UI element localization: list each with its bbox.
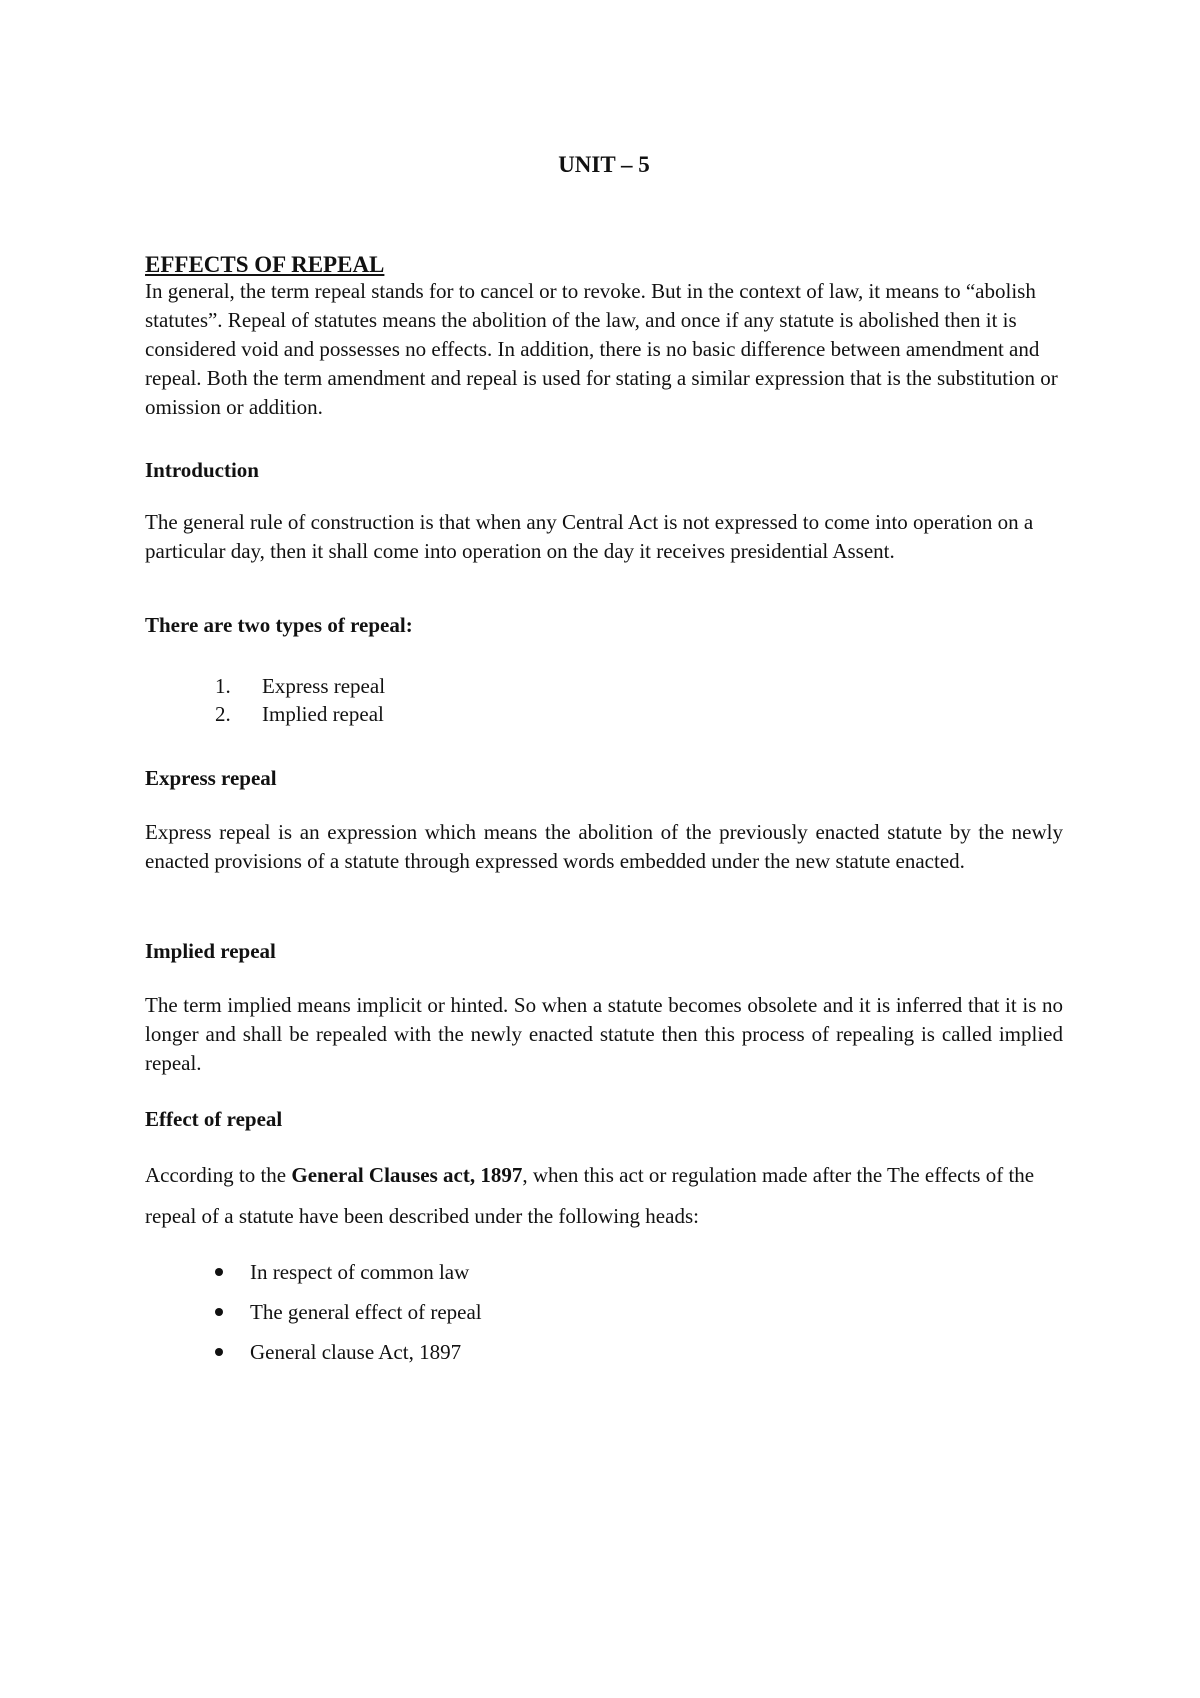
list-item-label: Implied repeal [262, 702, 384, 726]
list-number: 1. [215, 674, 231, 698]
bullet-label: The general effect of repeal [250, 1300, 482, 1324]
general-clauses-act-reference: General Clauses act, 1897 [291, 1163, 523, 1187]
list-item [145, 1338, 1063, 1378]
list-item [145, 672, 1063, 700]
implied-repeal-heading: Implied repeal [145, 939, 276, 963]
introduction-heading: Introduction [145, 458, 259, 482]
list-item [145, 1258, 1063, 1298]
bullet-icon [215, 1268, 223, 1276]
main-heading: EFFECTS OF REPEAL [145, 252, 385, 277]
list-item [145, 700, 1063, 728]
effect-of-repeal-paragraph [145, 1155, 1063, 1237]
effect-text-before: According to the [145, 1163, 292, 1187]
list-number: 2. [215, 702, 231, 726]
list-item [145, 1298, 1063, 1338]
bullet-icon [215, 1348, 223, 1356]
repeal-types-heading: There are two types of repeal: [145, 613, 413, 637]
implied-repeal-paragraph: The term implied means implicit or hinted. So when a statute becomes obsolete and it is inferred that it is no longer and shall be repealed with the newly enacted statute then this process of repealing is called implied repeal. [145, 993, 1063, 1075]
introduction-paragraph: The general rule of construction is that when any Central Act is not expressed to come into operation on a particular day, then it shall come into operation on the day it receives presidential Assent. [145, 510, 1034, 563]
repeal-types-list [145, 672, 1063, 728]
express-repeal-paragraph: Express repeal is an expression which means the abolition of the previously enacted statute by the newly enacted provisions of a statute through expressed words embedded under the new statute enacted. [145, 820, 1063, 873]
bullet-icon [215, 1308, 223, 1316]
bullet-label: General clause Act, 1897 [250, 1340, 462, 1364]
effects-bullet-list [145, 1258, 1063, 1378]
effect-of-repeal-heading: Effect of repeal [145, 1107, 283, 1131]
list-item-label: Express repeal [262, 674, 386, 698]
express-repeal-heading: Express repeal [145, 766, 277, 790]
effect-text-after: , when this act or regulation made after the The effects of the repeal of a statute have been described under the following heads: [145, 1163, 1035, 1228]
intro-paragraph: In general, the term repeal stands for to cancel or to revoke. But in the context of law, it means to “abolish statutes”. Repeal of statutes means the abolition of the law, and once if any statute is abolished then it is considered void and possesses no effects. In addition, there is no basic difference between amendment and repeal. Both the term amendment and repeal is used for stating a similar expression that is the substitution or omission or addition. [145, 279, 1058, 419]
unit-title: UNIT – 5 [558, 152, 650, 177]
bullet-label: In respect of common law [250, 1260, 470, 1284]
